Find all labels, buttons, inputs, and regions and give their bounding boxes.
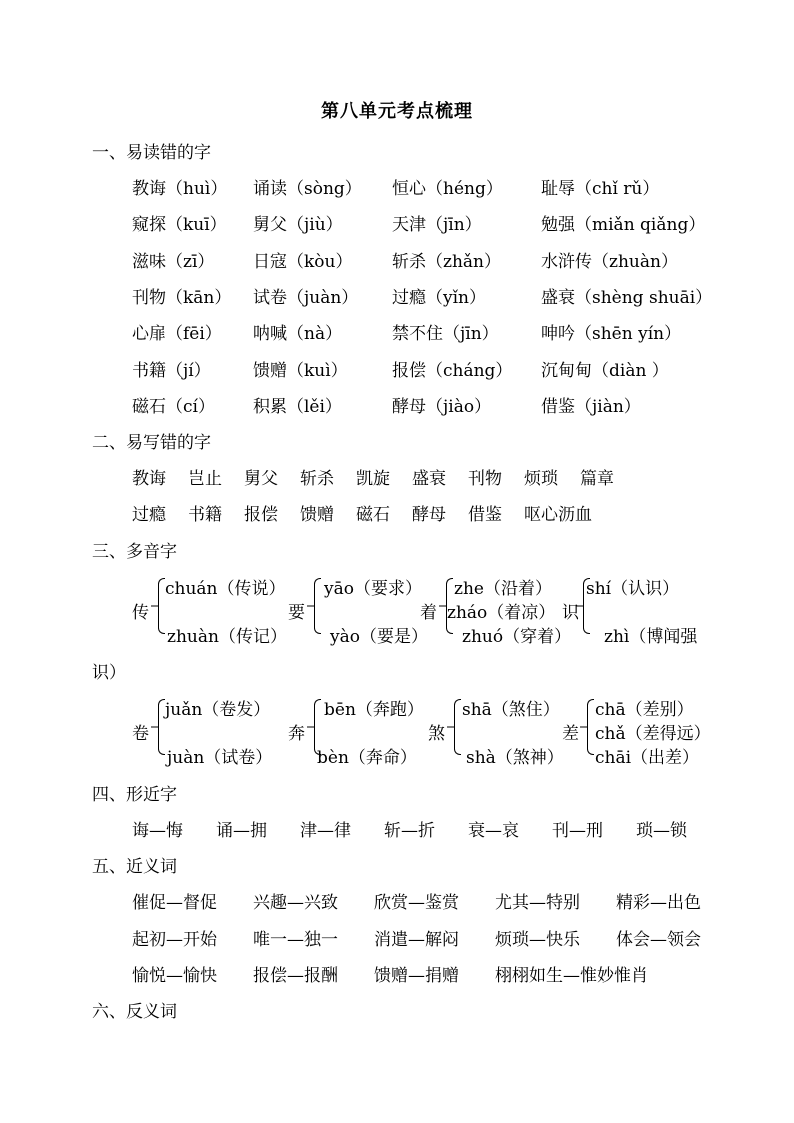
misread-word: 滋味（zī）: [132, 251, 215, 272]
miswritten-word: 酵母: [412, 505, 446, 525]
polyphone-reading: zhuàn（传记）: [167, 627, 287, 647]
misread-word: 盛衰（shèng shuāi）: [541, 287, 713, 308]
polyphone-reading: juǎn（卷发）: [165, 700, 271, 720]
miswritten-word: 烦琐: [524, 469, 558, 489]
misread-word: 心扉（fēi）: [132, 324, 222, 345]
miswritten-word: 呕心沥血: [524, 505, 592, 525]
similar-char-pair: 津—律: [300, 821, 351, 841]
misread-word: 耻辱（chǐ rǔ）: [541, 179, 660, 199]
similar-char-pair: 琐—锁: [636, 821, 687, 841]
section-heading-synonyms: 五、近义词: [92, 857, 177, 877]
polyphone-char-cha: 差: [562, 724, 579, 744]
misread-word: 沉甸甸（diàn ）: [541, 360, 669, 381]
polyphone-reading: chǎ（差得远）: [595, 724, 711, 744]
polyphone-char-ben: 奔: [288, 724, 305, 744]
miswritten-word: 馈赠: [300, 505, 334, 525]
polyphone-reading: chā（差别）: [595, 700, 694, 720]
misread-word: 刊物（kān）: [132, 287, 232, 308]
polyphone-reading: zhì（博闻强: [604, 627, 698, 647]
synonym-pair: 起初—开始: [132, 929, 217, 950]
misread-word: 水浒传（zhuàn）: [541, 251, 678, 272]
misread-word: 诵读（sòng）: [253, 179, 362, 199]
misread-word: 积累（lěi）: [253, 396, 342, 417]
polyphone-char-juan: 卷: [132, 724, 149, 744]
synonym-pair: 唯一—独一: [253, 929, 338, 950]
polyphone-reading: zhe（沿着）: [454, 579, 552, 599]
synonym-pair: 报偿—报酬: [253, 966, 338, 986]
misread-word: 呐喊（nà）: [253, 324, 343, 345]
synonym-pair: 欣赏—鉴赏: [374, 893, 459, 913]
miswritten-word: 过瘾: [132, 505, 166, 525]
miswritten-word: 教诲: [132, 469, 166, 489]
similar-char-pair: 诲—悔: [132, 821, 183, 841]
polyphone-char-yao: 要: [288, 603, 305, 623]
brace-icon: [314, 584, 323, 628]
synonym-pair: 馈赠—捐赠: [374, 966, 459, 986]
section-heading-misread: 一、易读错的字: [92, 143, 211, 163]
misread-word: 酵母（jiào）: [392, 396, 492, 417]
polyphone-char-shi: 识: [562, 603, 579, 623]
similar-char-pair: 诵—拥: [216, 821, 267, 841]
synonym-pair: 体会—领会: [616, 929, 701, 950]
section-heading-miswritten: 二、易写错的字: [92, 433, 211, 453]
polyphone-reading: shà（煞神）: [466, 748, 564, 768]
polyphone-reading: shā（煞住）: [462, 700, 560, 720]
polyphone-reading: yào（要是）: [330, 627, 428, 647]
miswritten-word: 刊物: [468, 469, 502, 489]
polyphone-reading: chāi（出差）: [595, 748, 700, 768]
misread-word: 禁不住（jīn）: [392, 324, 499, 345]
section-heading-antonyms: 六、反义词: [92, 1002, 177, 1022]
misread-word: 日寇（kòu）: [253, 251, 353, 272]
misread-word: 教诲（huì）: [132, 179, 228, 199]
polyphone-reading: shí（认识）: [586, 579, 680, 599]
section-heading-polyphones: 三、多音字: [92, 542, 177, 562]
misread-word: 天津（jīn）: [392, 215, 482, 236]
polyphone-char-zhe: 着: [420, 603, 437, 623]
miswritten-word: 斩杀: [300, 469, 334, 489]
miswritten-word: 书籍: [188, 505, 222, 525]
miswritten-word: 凯旋: [356, 469, 390, 489]
misread-word: 勉强（miǎn qiǎng）: [541, 215, 706, 236]
synonym-pair: 催促—督促: [132, 893, 217, 913]
misread-word: 窥探（kuī）: [132, 215, 227, 236]
misread-word: 磁石（cí）: [132, 396, 215, 417]
polyphone-reading: zhuó（穿着）: [462, 627, 572, 647]
synonym-pair: 精彩—出色: [616, 893, 701, 913]
misread-word: 恒心（héng）: [392, 179, 503, 199]
miswritten-word: 报偿: [244, 505, 278, 525]
similar-char-pair: 刊—刑: [552, 821, 603, 841]
misread-word: 馈赠（kuì）: [253, 360, 348, 381]
miswritten-word: 盛衰: [412, 469, 446, 489]
section-heading-similar-chars: 四、形近字: [92, 785, 177, 805]
miswritten-word: 磁石: [356, 505, 390, 525]
misread-word: 舅父（jiù）: [253, 215, 343, 236]
polyphone-reading: zháo（着凉）: [447, 603, 556, 623]
miswritten-word: 岂止: [188, 469, 222, 489]
polyphone-reading: yāo（要求）: [324, 579, 422, 599]
misread-word: 过瘾（yǐn）: [392, 287, 486, 308]
synonym-pair: 消遣—解闷: [374, 929, 459, 950]
misread-word: 书籍（jí）: [132, 360, 211, 381]
misread-word: 报偿（cháng）: [392, 360, 513, 381]
polyphone-reading-continued: 识）: [92, 663, 126, 683]
miswritten-word: 舅父: [244, 469, 278, 489]
misread-word: 斩杀（zhǎn）: [392, 251, 501, 272]
polyphone-char-chuan: 传: [132, 603, 149, 623]
similar-char-pair: 斩—折: [384, 821, 435, 841]
synonym-pair: 兴趣—兴致: [253, 893, 338, 913]
misread-word: 试卷（juàn）: [253, 287, 359, 308]
page-title: 第八单元考点梳理: [321, 101, 473, 122]
miswritten-word: 篇章: [580, 469, 614, 489]
synonym-pair: 栩栩如生—惟妙惟肖: [495, 966, 648, 986]
synonym-pair: 愉悦—愉快: [132, 966, 217, 986]
polyphone-reading: bèn（奔命）: [317, 748, 417, 768]
synonym-pair: 尤其—特别: [495, 893, 580, 913]
miswritten-word: 借鉴: [468, 505, 502, 525]
synonym-pair: 烦琐—快乐: [495, 929, 580, 950]
polyphone-char-sha: 煞: [428, 724, 445, 744]
polyphone-reading: juàn（试卷）: [167, 748, 273, 768]
polyphone-reading: bēn（奔跑）: [324, 700, 424, 720]
misread-word: 呻吟（shēn yín）: [541, 324, 682, 345]
polyphone-reading: chuán（传说）: [165, 579, 286, 599]
misread-word: 借鉴（jiàn）: [541, 396, 641, 417]
similar-char-pair: 衰—哀: [468, 821, 519, 841]
